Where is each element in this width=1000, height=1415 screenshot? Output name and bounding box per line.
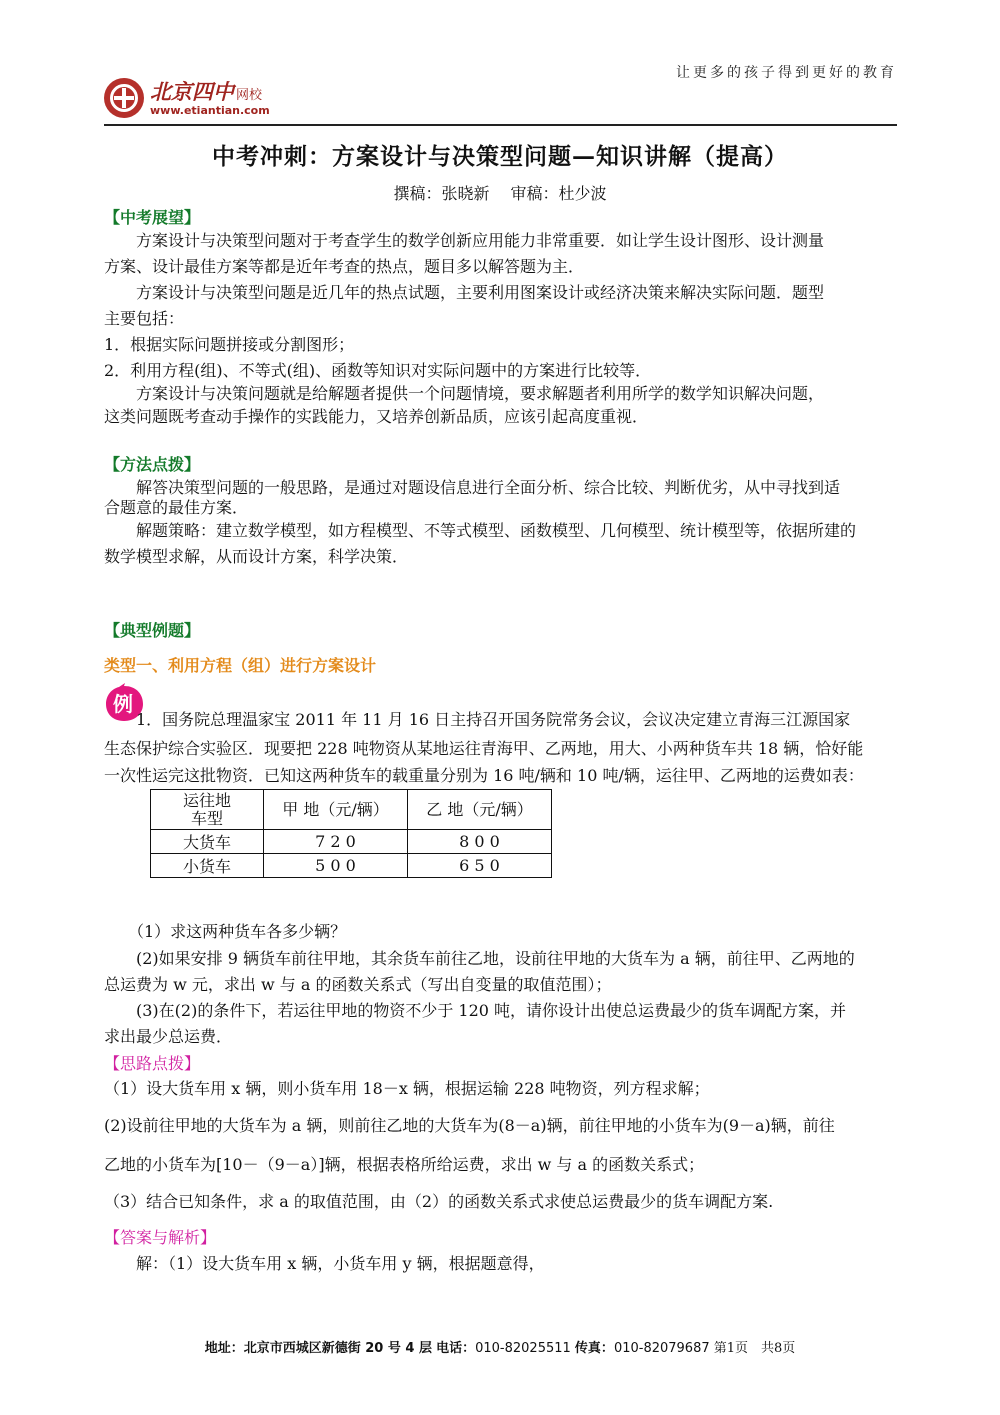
answer-heading: 【答案与解析】 — [104, 1228, 217, 1247]
outlook-line: 方案、设计最佳方案等都是近年考查的热点，题目多以解答题为主． — [104, 257, 585, 276]
footer-address-label: 地址： — [204, 1341, 244, 1356]
outlook-line: 1．根据实际问题拼接或分割图形； — [104, 335, 355, 354]
hint-line: (2)设前往甲地的大货车为 a 辆，则前往乙地的大货车为(8－a)辆，前往甲地的小货车为(9－a)辆，前往 — [104, 1116, 835, 1135]
freight-table — [150, 789, 552, 878]
examples-heading: 【典型例题】 — [104, 621, 201, 640]
outlook-line: 方案设计与决策型问题对于考查学生的数学创新应用能力非常重要．如让学生设计图形、设计测量 — [104, 231, 825, 250]
example-badge-label: 例 — [113, 692, 133, 716]
page-title: 中考冲刺：方案设计与决策型问题—知识讲解（提高） — [212, 143, 788, 170]
logo-name: 北京四中 — [150, 78, 234, 104]
problem-line: 一次性运完这批物资．已知这两种货车的载重量分别为 16 吨/辆和 10 吨/辆，运往甲、乙两地的运费如表： — [104, 766, 864, 785]
logo-sub: 网校 — [236, 87, 263, 103]
authors-line: 撰稿：张晓新 审稿：杜少波 — [393, 184, 607, 203]
footer-address: 北京市西城区新德街 20 号 4 层 — [243, 1341, 432, 1356]
outlook-line: 2．利用方程(组)、不等式(组)、函数等知识对实际问题中的方案进行比较等． — [104, 361, 652, 380]
table-cell: 8 0 0 — [408, 830, 552, 854]
header-divider — [104, 124, 897, 126]
table-corner-cell: 运往地 车型 — [151, 790, 264, 830]
question-line: 求出最少总运费． — [104, 1027, 233, 1046]
method-line: 解答决策型问题的一般思路，是通过对题设信息进行全面分析、综合比较、判断优劣，从中寻找到适 — [104, 478, 841, 497]
footer-fax: 010-82079687 — [613, 1341, 710, 1356]
hint-heading: 【思路点拨】 — [104, 1054, 201, 1073]
page-footer — [0, 1337, 1000, 1356]
table-row — [151, 854, 552, 878]
question-line: (2)如果安排 9 辆货车前往甲地，其余货车前往乙地，设前往甲地的大货车为 a 辆，前往甲、乙两地的 — [104, 949, 855, 968]
table-row — [151, 830, 552, 854]
question-line: (3)在(2)的条件下，若运往甲地的物资不少于 120 吨，请你设计出使总运费最少的货车调配方案，并 — [104, 1001, 847, 1020]
table-cell: 大货车 — [151, 830, 264, 854]
problem-line: 生态保护综合实验区．现要把 228 吨物资从某地运往青海甲、乙两地，用大、小两种货车共 18 辆，恰好能 — [104, 739, 864, 758]
question-line: 总运费为 w 元，求出 w 与 a 的函数关系式（写出自变量的取值范围）； — [104, 975, 612, 994]
outlook-line: 这类问题既考查动手操作的实践能力，又培养创新品质，应该引起高度重视． — [104, 407, 649, 426]
table-cell: 6 5 0 — [408, 854, 552, 878]
problem-line: 1．国务院总理温家宝 2011 年 11 月 16 日主持召开国务院常务会议，会议决定建立青海三江源国家 — [104, 710, 851, 729]
hint-line: （1）设大货车用 x 辆，则小货车用 18－x 辆，根据运输 228 吨物资，列方程求解； — [104, 1079, 710, 1098]
table-cell: 小货车 — [151, 854, 264, 878]
table-cell: 7 2 0 — [264, 830, 408, 854]
outlook-heading: 【中考展望】 — [104, 208, 201, 227]
method-line: 数学模型求解，从而设计方案，科学决策． — [104, 547, 409, 566]
footer-phone-label: 电话： — [436, 1341, 476, 1356]
outlook-line: 方案设计与决策问题就是给解题者提供一个问题情境，要求解题者利用所学的数学知识解决问题， — [104, 384, 825, 403]
table-header-b: 乙 地（元/辆） — [408, 790, 552, 830]
method-line: 解题策略：建立数学模型，如方程模型、不等式模型、函数模型、几何模型、统计模型等，依据所建的 — [104, 521, 857, 540]
method-heading: 【方法点拨】 — [104, 455, 201, 474]
outlook-line: 方案设计与决策型问题是近几年的热点试题，主要利用图案设计或经济决策来解决实际问题．题型 — [104, 283, 825, 302]
school-logo — [104, 78, 270, 118]
answer-line: 解：（1）设大货车用 x 辆，小货车用 y 辆，根据题意得， — [104, 1254, 545, 1273]
logo-emblem-icon — [104, 78, 144, 118]
footer-page-number: 第1页 共8页 — [713, 1341, 796, 1356]
table-header-a: 甲 地（元/辆） — [264, 790, 408, 830]
footer-fax-label: 传真： — [574, 1341, 614, 1356]
outlook-line: 主要包括： — [104, 309, 185, 328]
logo-url: www.etiantian.com — [150, 103, 270, 117]
hint-line: 乙地的小货车为[10－（9－a）]辆，根据表格所给运费，求出 w 与 a 的函数关系式； — [104, 1155, 705, 1174]
type1-heading: 类型一、利用方程（组）进行方案设计 — [104, 656, 377, 675]
method-line: 合题意的最佳方案． — [104, 498, 249, 517]
question-line: （1）求这两种货车各多少辆？ — [104, 922, 347, 941]
header-slogan: 让更多的孩子得到更好的教育 — [676, 65, 897, 81]
footer-phone: 010-82025511 — [475, 1341, 571, 1356]
table-cell: 5 0 0 — [264, 854, 408, 878]
hint-line: （3）结合已知条件，求 a 的取值范围，由（2）的函数关系式求使总运费最少的货车调配方案. — [104, 1192, 774, 1211]
